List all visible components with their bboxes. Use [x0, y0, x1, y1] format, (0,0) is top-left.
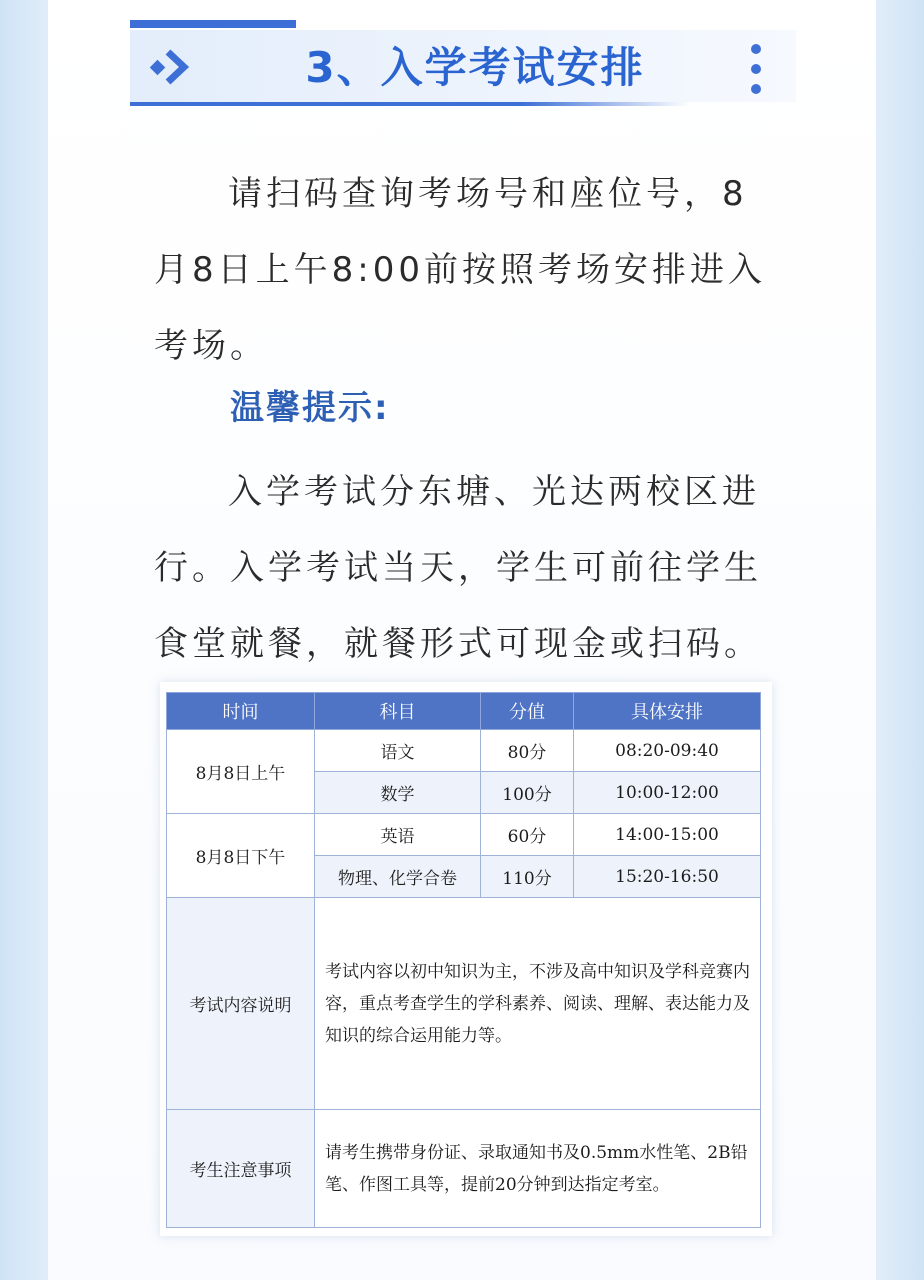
schedule-cell: 15:20-16:50: [574, 856, 761, 898]
section-title: 3、入学考试安排: [305, 43, 645, 92]
table-row: [167, 730, 761, 772]
campus-paragraph: 入学考试分东塘、光达两校区进行。入学考试当天，学生可前往学生食堂就餐，就餐形式可现金或扫码。: [154, 472, 762, 664]
subject-cell: 物理、化学合卷: [315, 856, 481, 898]
notice-text-cell: 请考生携带身份证、录取通知书及0.5mm水性笔、2B铅笔、作图工具等，提前20分钟到达指定考室。: [315, 1110, 761, 1228]
notice-label-cell: 考生注意事项: [167, 1110, 315, 1228]
time-cell: 8月8日上午: [167, 730, 315, 814]
tip-heading: 温馨提示:: [230, 388, 390, 428]
schedule-cell: 08:20-09:40: [574, 730, 761, 772]
table-header-score: 分值: [481, 693, 574, 730]
header-underline: [130, 102, 690, 106]
score-cell: 110分: [481, 856, 574, 898]
table-row: [167, 814, 761, 856]
table-row: [167, 898, 761, 1110]
score-cell: 80分: [481, 730, 574, 772]
schedule-cell: 14:00-15:00: [574, 814, 761, 856]
schedule-table-card: [160, 682, 772, 1236]
header-top-bar: [130, 20, 296, 28]
table-header-subject: 科目: [315, 693, 481, 730]
score-cell: 100分: [481, 772, 574, 814]
score-cell: 60分: [481, 814, 574, 856]
table-row: [167, 1110, 761, 1228]
table-header-schedule: 具体安排: [574, 693, 761, 730]
schedule-table: [166, 692, 761, 1228]
table-header-time: 时间: [167, 693, 315, 730]
table-header-row: [167, 693, 761, 730]
time-cell: 8月8日下午: [167, 814, 315, 898]
subject-cell: 语文: [315, 730, 481, 772]
content-label-cell: 考试内容说明: [167, 898, 315, 1110]
subject-cell: 数学: [315, 772, 481, 814]
chevron-diamond-icon: [150, 46, 194, 88]
exam-room-paragraph: 请扫码查询考场号和座位号，8月8日上午8:00前按照考场安排进入考场。: [154, 174, 766, 366]
subject-cell: 英语: [315, 814, 481, 856]
more-vertical-icon[interactable]: [748, 44, 764, 96]
schedule-cell: 10:00-12:00: [574, 772, 761, 814]
content-text-cell: 考试内容以初中知识为主，不涉及高中知识及学科竞赛内容，重点考查学生的学科素养、阅读、理解、表达能力及知识的综合运用能力等。: [315, 898, 761, 1110]
